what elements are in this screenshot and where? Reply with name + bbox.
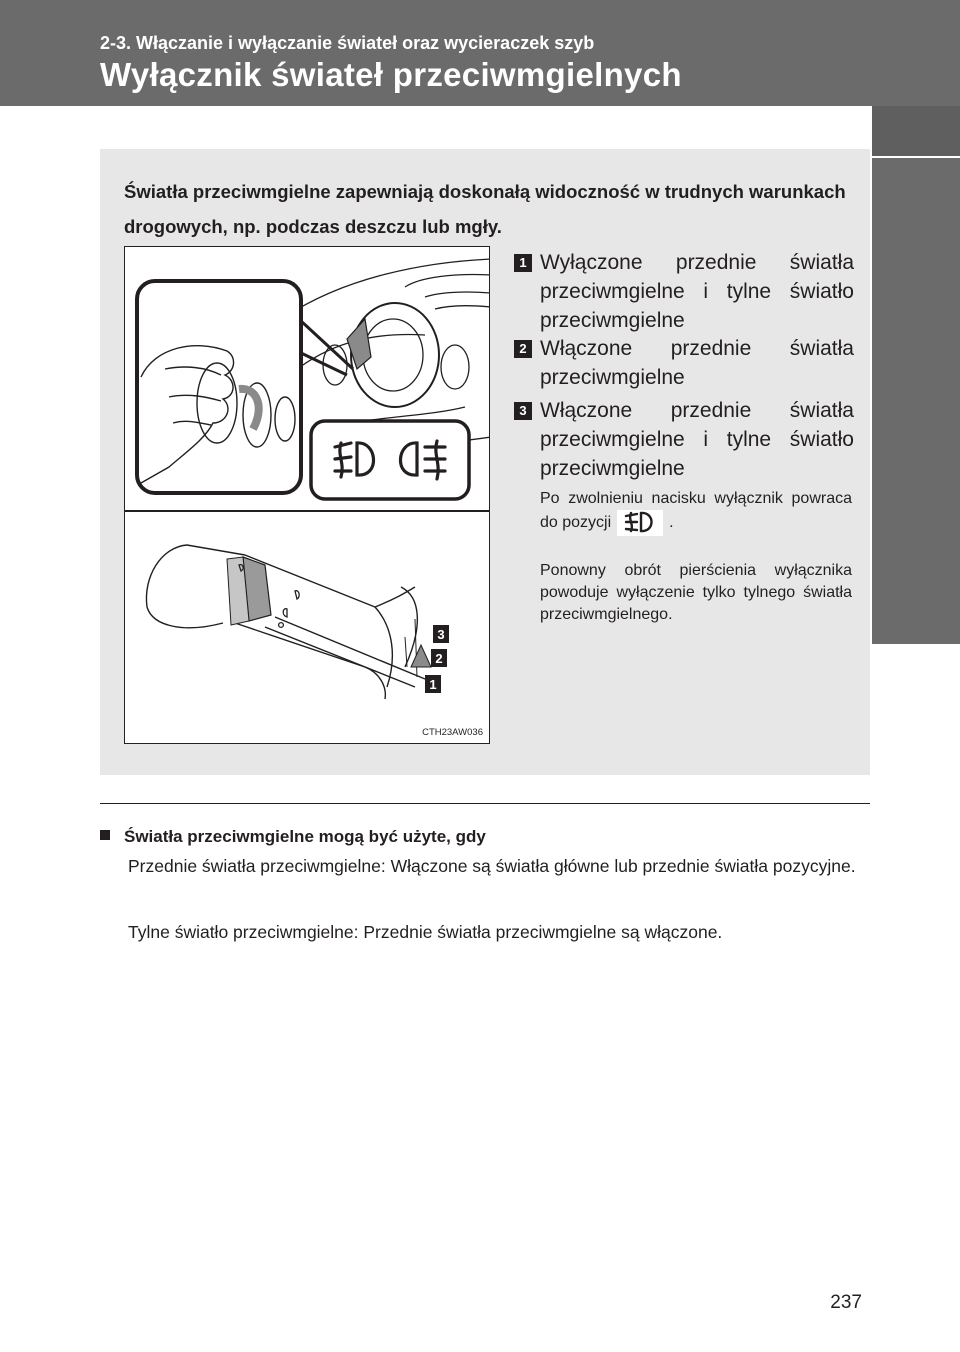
callout-3: 3 <box>437 627 445 642</box>
item-number-3: 3 <box>514 402 532 420</box>
side-tab-lower <box>872 382 960 644</box>
callout-1: 1 <box>429 677 437 692</box>
release-note <box>540 488 852 536</box>
page-title: Wyłącznik świateł przeciwmgielnych <box>100 56 682 93</box>
callout-2: 2 <box>435 651 443 666</box>
front-fog-icon <box>617 510 663 536</box>
chapter-label-wrap <box>0 252 88 454</box>
front-fog-symbol <box>623 510 657 534</box>
intro-text: Światła przeciwmgielne zapewniają doskonałą widoczność w trudnych warunkach drogowych, np. podczas deszczu lub mgły. <box>124 181 846 237</box>
chapter-label: Podczas jazdy <box>34 330 55 454</box>
section-divider <box>100 803 870 804</box>
release-note-end: . <box>669 514 674 532</box>
release-note-text: Po zwolnieniu nacisku wyłącznik powraca do pozycji <box>540 490 852 532</box>
rear-fog-condition: Tylne światło przeciwmgielne: Przednie światła przeciwmgielne są włączone. <box>128 922 723 942</box>
item-text-3: Włączone przednie światła przeciwmgielne i tylne światło przeciwmgielne <box>540 399 854 480</box>
chapter-number: 2 <box>39 262 49 281</box>
front-fog-condition: Przednie światła przeciwmgielne: Włączone są światła główne lub przednie światła pozycyjne. <box>128 856 856 876</box>
page-number: 237 <box>830 1292 862 1313</box>
item-number-2: 2 <box>514 340 532 358</box>
item-number-1: 1 <box>514 254 532 272</box>
figure-code: CTH23AW036 <box>422 727 483 738</box>
conditions-heading <box>100 827 486 847</box>
section-title: 2-3. Włączanie i wyłączanie świateł oraz wycieraczek szyb <box>100 33 595 53</box>
bullet-square-icon <box>100 830 110 840</box>
side-tab-spacer <box>872 106 960 156</box>
item-text-2: Włączone przednie światła przeciwmgielne <box>540 337 854 389</box>
side-tab-upper <box>872 158 960 382</box>
page-header <box>0 0 960 106</box>
conditions-heading-text: Światła przeciwmgielne mogą być użyte, gdy <box>124 827 486 846</box>
rotate-note: Ponowny obrót pierścienia wyłącznika powoduje wyłączenie tylko tylnego światła przeciwmgielnego. <box>540 562 852 623</box>
fog-switch-illustration <box>124 246 490 744</box>
fog-switch-drawing <box>125 247 490 744</box>
item-text-1: Wyłączone przednie światła przeciwmgielne i tylne światło przeciwmgielne <box>540 251 854 332</box>
